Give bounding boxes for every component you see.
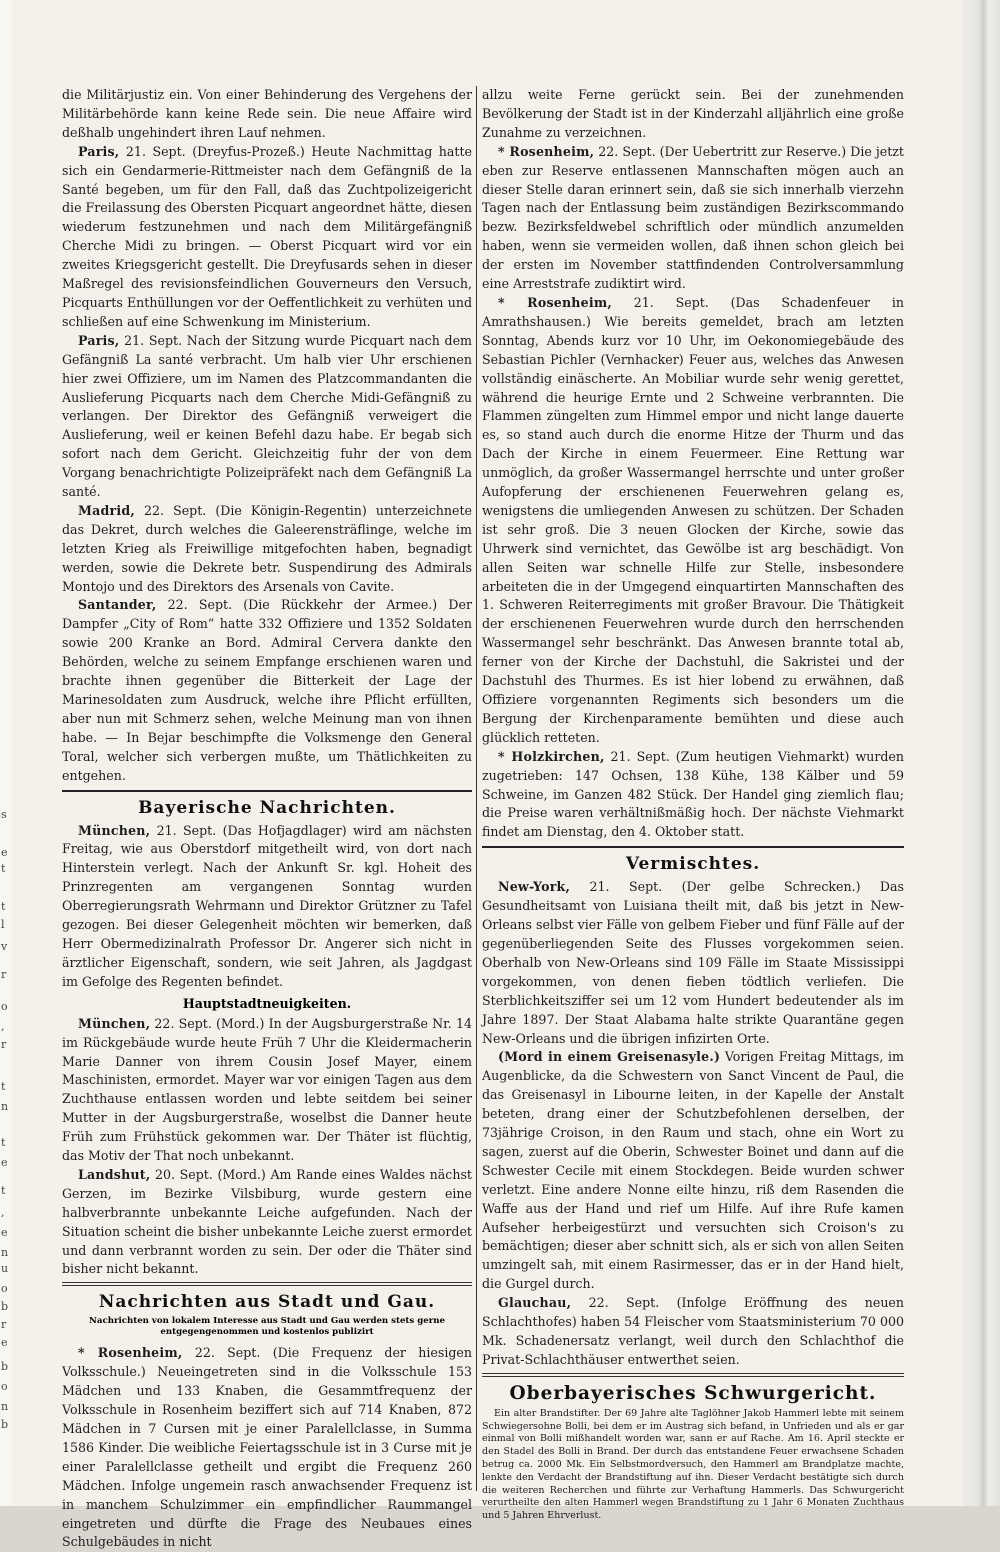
article-body: 20. Sept. (Mord.) Am Rande eines Waldes nächst Gerzen, im Bezirke Vilsbiburg, wurde gestern eine halbverbrannte unbekannte Leiche aufgefunden. Nach der Situation scheint die bisher unbekannte Leiche zuerst ermordet und dann verbrannt worden zu sein. Der oder die Thäter sind bisher nicht bekannt. [62, 1166, 472, 1277]
margin-letter: r [1, 968, 7, 981]
margin-letter: t [1, 862, 6, 875]
article-body: 22. Sept. (Die Königin-Regentin) unterzeichnete das Dekret, durch welches die Galeerensträflinge, welche im letzten Krieg als Freiwillige mitgefochten haben, begnadigt werden, sowie die Dekrete betr. Suspendirung des Admirals Montojo und des Direktors des Arsenals von Cavite. [62, 502, 472, 594]
dateline-place: (Mord in einem Greisenasyle.) [498, 1049, 721, 1065]
margin-letter: , [1, 1206, 5, 1219]
margin-letter: u [1, 1262, 9, 1275]
dateline-place: München, [78, 822, 151, 838]
article-paris-1 [62, 143, 472, 332]
margin-letter: l [1, 918, 5, 931]
margin-letter: b [1, 1418, 9, 1431]
article-muenchen-2 [62, 1015, 472, 1166]
margin-letter: b [1, 1300, 9, 1313]
margin-letter: e [1, 1336, 8, 1349]
column-rule [476, 86, 477, 1491]
article-body: 21. Sept. (Zum heutigen Viehmarkt) wurden zugetrieben: 147 Ochsen, 138 Kühe, 138 Kälber und 59 Schweine, im Ganzen 482 Stück. Der Handel ging ziemlich flau; die Preise waren verhältnißmäßig hoch. Der nächste Viehmarkt findet am Dienstag, den 4. Oktober statt. [482, 748, 904, 840]
dateline-place: New-York, [498, 879, 571, 895]
article-body: 21. Sept. (Das Schadenfeuer in Amrathshausen.) Wie bereits gemeldet, brach am letzten Sonntag, Abends kurz vor 10 Uhr, im Oekonomiegebäude des Sebastian Pichler (Vernhacker) Feuer aus, welches das Anwesen vollständig einäscherte. An Mobiliar wurde sehr wenig gerettet, während die heurige Ernte und 2 Schweine verbrannten. Die Flammen züngelten zum Himmel empor und nicht lange dauerte es, so stand auch durch die enorme Hitze der Thurm und das Dach der Kirche in einem Feuermeer. Eine Rettung war unmöglich, da großer Wassermangel herrschte und unter großer Aufopferung der erschienenen Feuerwehren gelang es, wenigstens die umliegenden Anwesen zu schützen. Der Schaden ist sehr groß. Die 3 neuen Glocken der Kirche, sowie das Uhrwerk sind vernichtet, das Gewölbe ist arg beschädigt. Von allen Seiten war schnelle Hilfe zur Stelle, insbesondere arbeiteten die in der Umgegend einquartirten Mannschaften des 1. Schweren Reiterregiments mit großer Bravour. Die Thätigkeit der erschienenen Feuerwehren wurde durch den herrschenden Wassermangel sehr beschränkt. Das Anwesen brannte total ab, ferner von der Kirche der Dachstuhl, die Sakristei und der Dachstuhl des Thurmes. Es ist hier lobend zu erwähnen, daß Offiziere vorgenannten Regiments sich besonders um die Bergung der Kirchenparamente bemühten und diese auch glücklich retteten. [482, 294, 904, 745]
margin-letter: n [1, 1246, 9, 1259]
dateline-place: Landshut, [78, 1166, 151, 1182]
dateline-place: * Rosenheim, [498, 294, 612, 310]
dateline-place: * Holzkirchen, [498, 748, 605, 764]
article-jury-court: Ein alter Brandstifter. Der 69 Jahre alte Taglöhner Jakob Hammerl lebte mit seinem Schwiegersohne Bolli, bei dem er im Austrag sich befand, in Unfrieden und als er gar einmal von Bolli mißhandelt worden war, sann er auf Rache. Am 16. April steckte er den Stadel des Bolli in Brand. Der durch das entstandene Feuer erwachsene Schaden betrug ca. 2000 Mk. Ein Selbstmordversuch, den Hammerl am Brandplatze machte, lenkte den Verdacht der Brandstiftung auf ihn. Dieser Verdacht bestätigte sich durch die weiteren Recherchen und führte zur Verhaftung Hammerls. Das Schwurgericht verurtheilte den alten Hammerl wegen Brandstiftung zu 1 Jahr 6 Monaten Zuchthaus und 5 Jahren Ehrverlust. [482, 1407, 904, 1522]
margin-letter: n [1, 1100, 9, 1113]
dateline-place: Paris, [78, 332, 120, 348]
margin-letter: v [1, 940, 8, 953]
margin-letter: o [1, 1380, 8, 1393]
article-rosenheim-1 [62, 1344, 472, 1552]
article-rosenheim-2 [482, 143, 904, 294]
article-landshut [62, 1166, 472, 1279]
left-margin-bleed [0, 0, 12, 1506]
margin-letter: s [1, 808, 7, 821]
article-continuation: allzu weite Ferne gerückt sein. Bei der zunehmenden Bevölkerung der Stadt ist in der Kinderzahl alljährlich eine große Zunahme zu verzeichnen. [482, 87, 904, 140]
margin-letter: n [1, 1400, 9, 1413]
margin-letter: b [1, 1360, 9, 1373]
article-body: 22. Sept. (Die Frequenz der hiesigen Volksschule.) Neueingetreten sind in die Volksschule 153 Mädchen und 133 Knaben, die Gesammtfrequenz der Volksschule in Rosenheim beziffert sich auf 714 Knaben, 872 Mädchen in 7 Cursen mit je einer Paralellclasse, in Summa 1586 Kinder. Die weibliche Feiertagsschule ist in 3 Curse mit je einer Paralellclasse getheilt und ergibt die Frequenz 260 Mädchen. Infolge ungemein rasch anwachsender Frequenz ist in manchem Schulzimmer ein empfindlicher Raummangel eingetreten und dürfte die Frage des Neubaues eines Schulgebäudes in nicht [62, 1345, 472, 1550]
section-divider [482, 846, 904, 848]
section-divider [62, 1282, 472, 1286]
dateline-place: Glauchau, [498, 1295, 572, 1311]
dateline-place: Paris, [78, 143, 120, 159]
article-body: 21. Sept. (Der gelbe Schrecken.) Das Gesundheitsamt von Luisiana theilt mit, daß bis jetzt in New-Orleans selbst vier Fälle von gelbem Fieber und fünf Fälle auf der gegenüberliegenden Seite des Flusses vorgekommen seien. Oberhalb von New-Orleans sind 109 Fälle im Staate Mississippi vorgekommen, von denen fieben tödtlich verliefen. Die Sterblichkeitsziffer sei um 12 vom Hundert bedeutender als im Jahre 1897. Der Staat Alabama halte strikte Quarantäne gegen New-Orleans und die übrigen infizirten Orte. [482, 879, 904, 1046]
margin-letter: t [1, 900, 6, 913]
article-body: 22. Sept. (Die Rückkehr der Armee.) Der Dampfer „City of Rom“ hatte 332 Offiziere und 1352 Soldaten sowie 200 Kranke an Bord. Admiral Cervera dankte den Behörden, welche zu seinem Empfange erschienen waren und brachte ihnen gegenüber die Bitterkeit der Lage der Marinesoldaten zum Ausdruck, welche ihre Pflicht erfüllten, aber nun mit Schmerz sehen, welche Meinung man von ihnen habe. — In Bejar beschimpfte die Volksmenge den General Toral, welcher sich verbergen mußte, um Thätlichkeiten zu entgehen. [62, 597, 472, 783]
dateline-place: München, [78, 1015, 151, 1031]
section-heading-bavaria: Bayerische Nachrichten. [138, 797, 396, 818]
article-new-york [482, 878, 904, 1048]
section-divider [482, 1373, 904, 1377]
article-body: 21. Sept. Nach der Sitzung wurde Picquart nach dem Gefängniß La santé verbracht. Um halb vier Uhr erschienen hier zwei Offiziere, um im Namen des Platzcommandanten die Auslieferung Picquarts nach dem Cherche Midi-Gefängniß zu verlangen. Der Direktor des Gefängniß verweigert die Auslieferung, weil er keinen Befehl dazu habe. Er begab sich sofort nach dem Gericht. Gleichzeitig fuhr der von dem Vorgang benachrichtigte Polizeipräfekt nach dem Gefängniß La santé. [62, 332, 472, 500]
article-rosenheim-3 [482, 294, 904, 748]
dateline-place: Madrid, [78, 502, 135, 518]
section-note: Nachrichten von lokalem Interesse aus Stadt und Gau werden stets gerne entgegengenommen und kostenlos publizirt [89, 1316, 445, 1338]
section-heading-miscellaneous: Vermischtes. [625, 854, 761, 875]
section-divider [62, 790, 472, 792]
section-heading-jury-court: Oberbayerisches Schwurgericht. [509, 1382, 877, 1404]
margin-letter: e [1, 846, 8, 859]
margin-letter: e [1, 1226, 8, 1239]
margin-letter: e [1, 1156, 8, 1169]
dateline-place: Santander, [78, 597, 157, 613]
article-libourne [482, 1048, 904, 1294]
article-holzkirchen [482, 748, 904, 843]
margin-letter: r [1, 1038, 7, 1051]
article-body: 21. Sept. (Das Hofjagdlager) wird am nächsten Freitag, wie aus Oberstdorf mitgetheilt wird, von dort nach Hinterstein verlegt. Nach der Ankunft Sr. kgl. Hoheit des Prinzregenten am vergangenen Sonntag wurden Oberregierungsrath Wehrmann und Direktor Grützner zu Tafel gezogen. Bei dieser Gelegenheit möchten wir bemerken, daß Herr Obermedizinalrath Professor Dr. Angerer sich nicht in ärztlicher Eigenschaft, sondern, wie seit Jahren, als Jagdgast im Gefolge des Regenten befindet. [62, 822, 472, 989]
section-heading-local: Nachrichten aus Stadt und Gau. [98, 1292, 436, 1313]
article-santander [62, 596, 472, 785]
dateline-place: * Rosenheim, [498, 143, 595, 159]
margin-letter: t [1, 1080, 6, 1093]
article-continuation: die Militärjustiz ein. Von einer Behinderung des Vergehens der Militärbehörde kann keine Rede sein. Die neue Affaire wird deßhalb ungehindert ihren Lauf nehmen. [62, 87, 472, 140]
margin-letter: o [1, 1000, 8, 1013]
article-body: 21. Sept. (Dreyfus-Prozeß.) Heute Nachmittag hatte sich ein Gendarmerie-Rittmeister nach dem Gefängniß de la Santé begeben, um für den Fall, daß das Zuchtpolizeigericht die Freilassung des Obersten Picquart angeordnet hätte, diesen wiederum festzunehmen und nach dem Militärgefängniß Cherche Midi zu bringen. — Oberst Picquart wird vor ein zweites Kriegsgericht gestellt. Die Dreyfusards sehen in dieser Maßregel des revisionsfeindlichen Gouverneurs den Versuch, Picquarts Enthüllungen vor der Oeffentlichkeit zu verhüten und schließen auf eine Schwenkung im Ministerium. [62, 143, 472, 329]
article-madrid [62, 502, 472, 597]
subheading-capital-news: Hauptstadtneuigkeiten. [182, 995, 352, 1011]
article-body: Vorigen Freitag Mittags, im Augenblicke, da die Schwestern von Sanct Vincent de Paul, die das Greisenasyl in Libourne leiten, in der Kapelle der Anstalt beteten, drang einer der Schutzbefohlenen derselben, der 73jährige Croison, in den Raum und stach, ohne ein Wort zu sagen, zuerst auf die Oberin, Schwester Boinet und dann auf die Schwester Cecile mit einem Stockdegen. Beide wurden schwer verletzt. Eine andere Nonne eilte hinzu, riß dem Rasenden die Waffe aus der Hand und rief um Hilfe. Auf ihre Rufe kamen Aufseher herbeigestürzt und versuchten sich Croison's zu bemächtigen; dieser aber schnitt sich, als er sich von allen Seiten umzingelt sah, mit einem Rasirmesser, das er in der Hand hielt, die Gurgel durch. [482, 1049, 904, 1292]
margin-letter: , [1, 1020, 5, 1033]
margin-letter: o [1, 1282, 8, 1295]
dateline-place: * Rosenheim, [78, 1345, 183, 1361]
left-column [62, 86, 472, 1550]
article-body: 22. Sept. (Infolge Eröffnung des neuen Schlachthofes) haben 54 Fleischer vom Staatsministerium 70 000 Mk. Schadenersatz verlangt, weil durch den Schlachthof die Privat-Schlachthäuser entwerthet seien. [482, 1295, 904, 1367]
article-body: 22. Sept. (Mord.) In der Augsburgerstraße Nr. 14 im Rückgebäude wurde heute Früh 7 Uhr die Kleidermacherin Marie Danner von ihrem Cousin Josef Mayer, einem Maschinisten, ermordet. Mayer war vor einigen Tagen aus dem Zuchthause entlassen worden und lebte seitdem bei seiner Mutter in der Augsburgerstraße, woselbst die Danner heute Früh zum Frühstück gekommen war. Der Thäter ist flüchtig, das Motiv der That noch unbekannt. [62, 1015, 472, 1164]
margin-letter: r [1, 1318, 7, 1331]
page-binding-edge [963, 0, 1000, 1506]
article-body: 22. Sept. (Der Uebertritt zur Reserve.) Die jetzt eben zur Reserve entlassenen Mannschaften mögen auch an dieser Stelle daran erinnert sein, daß sie sich innerhalb vierzehn Tagen nach der Entlassung beim zuständigen Bezirkscommando bezw. Bezirksfeldwebel schriftlich oder mündlich anzumelden haben, wenn sie vermeiden wollen, daß ihnen schon gleich bei der ersten im November stattfindenden Controlversammlung eine Arreststrafe zudiktirt wird. [482, 143, 904, 292]
article-glauchau [482, 1294, 904, 1370]
article-muenchen-1 [62, 822, 472, 992]
margin-letter: t [1, 1136, 6, 1149]
right-column [482, 86, 904, 1522]
article-paris-2 [62, 332, 472, 502]
margin-letter: t [1, 1184, 6, 1197]
